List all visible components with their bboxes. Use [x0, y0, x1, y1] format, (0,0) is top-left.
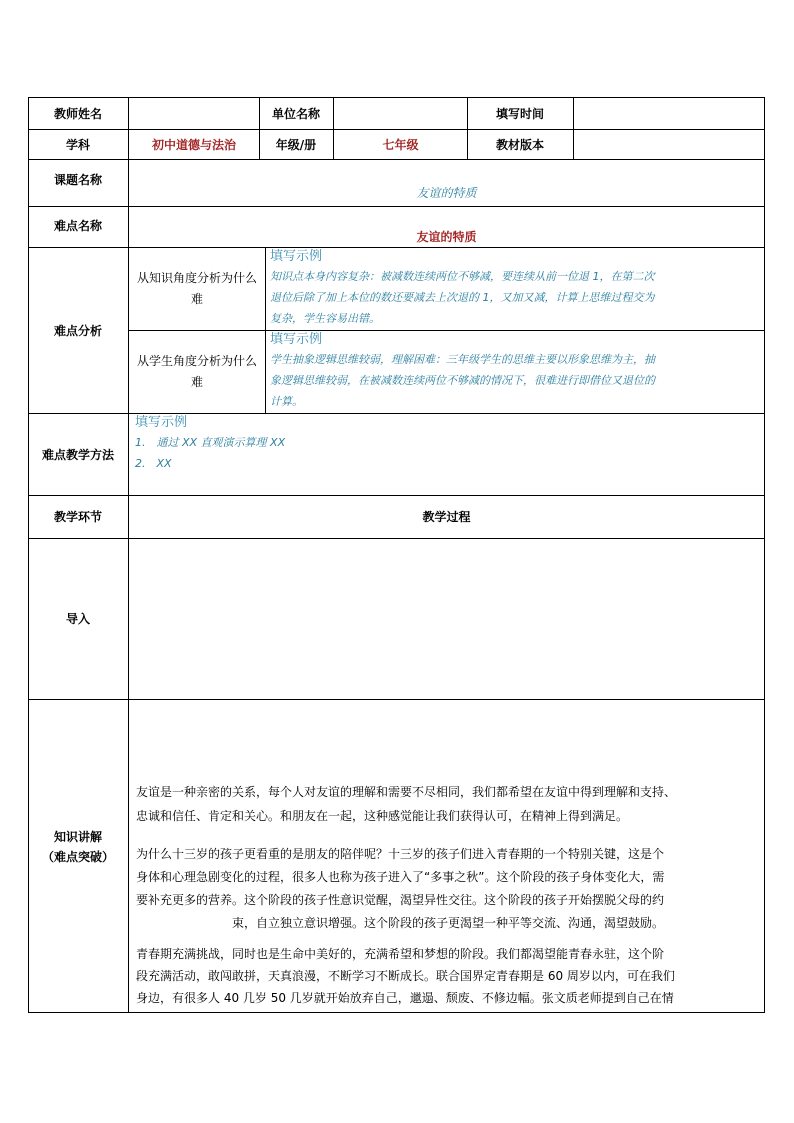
lesson-plan-table: [28, 97, 764, 1012]
knowledge-paragraph-3: [136, 943, 760, 1009]
unit-name-label: 单位名称: [271, 106, 320, 121]
knowledge-angle-label: 从知识角度分析为什么难: [136, 270, 257, 306]
fill-time-label: 填写时间: [495, 106, 544, 121]
row-divider: [28, 538, 764, 539]
text-line: 青春期充满挑战，同时也是生命中美好的，充满希望和梦想的阶段。我们都渴望能青春永驻，这个阶: [136, 947, 665, 961]
method-item: 2. XX: [135, 457, 172, 470]
knowledge-label: [28, 817, 128, 877]
text-line: 束，自立独立意识增强。这个阶段的孩子更渴望一种平等交流、沟通，渴望鼓励。: [231, 916, 664, 930]
analysis-label: 难点分析: [53, 323, 102, 338]
knowledge-label-line2: （难点突破）: [41, 850, 114, 864]
hint-title: 填写示例: [270, 249, 323, 264]
row-divider: [28, 159, 764, 160]
topic-value: 友谊的特质: [416, 185, 477, 200]
table-border-right: [764, 97, 765, 1013]
process-title: 教学过程: [422, 510, 471, 524]
student-angle-label: 从学生角度分析为什么难: [136, 353, 257, 389]
textbook-value[interactable]: [574, 129, 764, 159]
knowledge-paragraph-2: [136, 843, 760, 935]
text-line: 为什么十三岁的孩子更看重的是朋友的陪伴呢？十三岁的孩子们进入青春期的一个特别关键，这是个: [136, 847, 665, 861]
table-border-bottom: [28, 1012, 764, 1013]
grade-label: 年级/册: [275, 137, 317, 152]
knowledge-label-line1: 知识讲解: [53, 830, 102, 844]
text-line: 身边，有很多人 40 几岁 50 几岁就开始放弃自己，邋遢、颓废、不修边幅。张文质老师提到自己在情: [136, 991, 674, 1005]
teacher-name-label: 教师姓名: [53, 106, 102, 121]
text-line: 段充满活动，敢闯敢拼，天真浪漫，不断学习不断成长。联合国界定青春期是 60 周岁以内，可在我们: [136, 969, 675, 983]
row-divider: [28, 206, 764, 207]
grade-value: 七年级: [382, 137, 419, 152]
text-line: 忠诚和信任、肯定和关心。和朋友在一起，这种感觉能让我们获得认可，在精神上得到满足。: [136, 809, 629, 823]
text-line: 要补充更多的营养。这个阶段的孩子性意识觉醒，渴望异性交往。这个阶段的孩子开始摆脱父母的约: [136, 893, 665, 907]
text-line: 友谊是一种亲密的关系，每个人对友谊的理解和需要不尽相同，我们都希望在友谊中得到理解和支持、: [136, 785, 677, 799]
text-line: 计算。: [270, 395, 303, 408]
text-line: 复杂，学生容易出错。: [270, 312, 380, 325]
method-content: [135, 414, 755, 474]
method-label: 难点教学方法: [41, 447, 114, 462]
hint-title: 填写示例: [135, 415, 188, 430]
unit-name-value[interactable]: [334, 97, 467, 129]
text-line: 退位后除了加上本位的数还要减去上次退的 1，又加又减，计算上思维过程交为: [270, 291, 655, 304]
fill-time-value[interactable]: [574, 97, 764, 129]
text-line: 身体和心理急剧变化的过程，很多人也称为孩子进入了“多事之秋”。这个阶段的孩子身体变化大，需: [136, 870, 665, 884]
intro-label: 导入: [65, 612, 90, 626]
topic-label: 课题名称: [53, 172, 102, 187]
method-item: 1. 通过 XX 直观演示算理 XX: [135, 436, 286, 449]
teacher-name-value[interactable]: [129, 97, 259, 129]
text-line: 象逻辑思维较弱，在被减数连续两位不够减的情况下，很难进行即借位又退位的: [270, 374, 655, 387]
row-divider: [28, 699, 764, 700]
col-divider: [265, 247, 266, 413]
textbook-label: 教材版本: [495, 137, 544, 152]
text-line: 知识点本身内容复杂：被减数连续两位不够减，要连续从前一位退 1，在第二次: [270, 270, 655, 283]
difficulty-label: 难点名称: [53, 218, 102, 233]
subject-label: 学科: [65, 137, 90, 152]
hint-title: 填写示例: [270, 332, 323, 347]
text-line: 学生抽象逻辑思维较弱，理解困难：三年级学生的思维主要以形象思维为主，抽: [270, 353, 655, 366]
knowledge-angle-content: [270, 248, 762, 329]
knowledge-paragraph-1: [136, 780, 760, 828]
subject-value: 初中道德与法治: [151, 137, 236, 152]
student-angle-content: [270, 331, 762, 412]
difficulty-value: 友谊的特质: [416, 229, 477, 244]
section-label: 教学环节: [53, 510, 102, 524]
